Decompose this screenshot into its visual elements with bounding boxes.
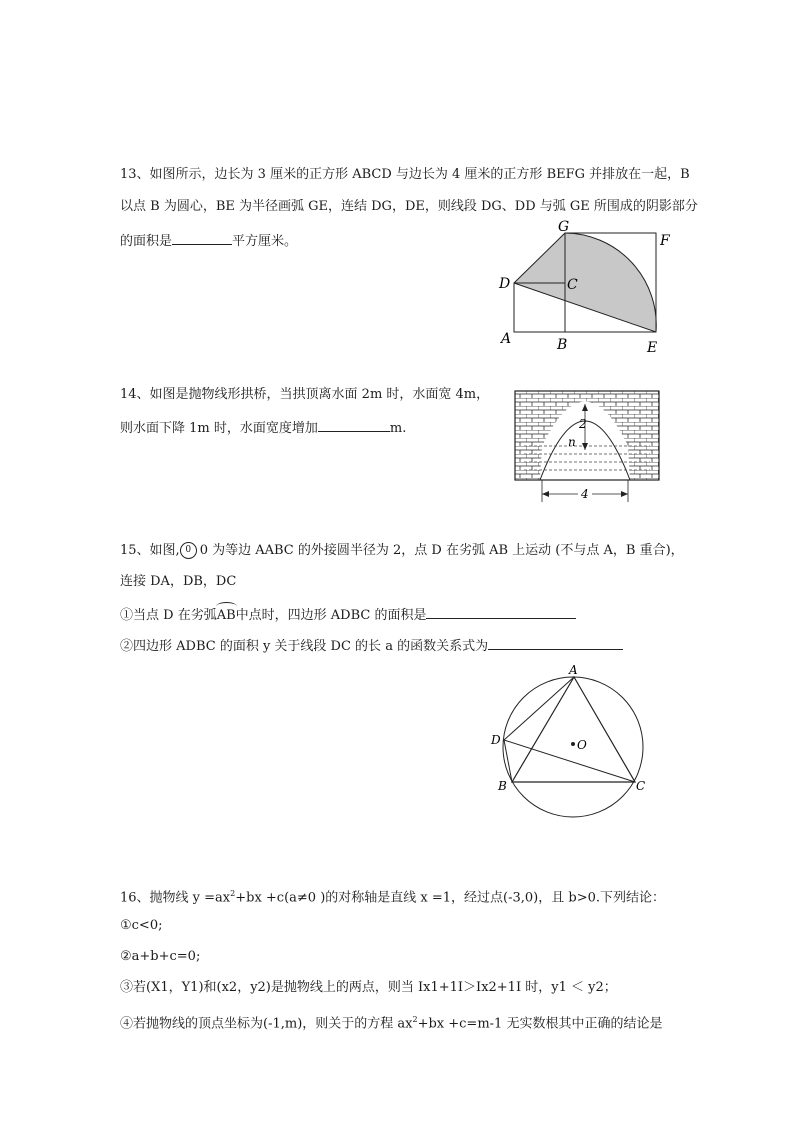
q15-segment-db [504,740,512,782]
circle-o-symbol: 0 [180,542,197,559]
q15-line4 [120,636,623,655]
q13-label-g: G [558,219,570,235]
q16-exponent: 2 [230,889,236,898]
q13-line1: 13、如图所示，边长为 3 厘米的正方形 ABCD 与边长为 4 厘米的正方形 BEFG 并排放在一起，B [120,167,690,182]
q13-answer-blank[interactable] [172,231,232,245]
q13-label-f: F [660,233,670,249]
q15-line4-text: ②四边形 ADBC 的面积 y 关于线段 DC 的长 a 的函数关系式为 [120,639,489,654]
q14-drop-label: n [568,435,576,449]
q14-width-arrow-left [542,491,549,497]
q15-line2: 连接 DA，DB，DC [120,574,237,589]
q14-line2-text: 则水面下降 1m 时，水面宽度增加 [120,421,318,436]
q15-answer-blank-2[interactable] [488,636,623,650]
q16-item3: ③若(X1，Y1)和(x2，y2)是抛物线上的两点，则当 Ix1+1I＞Ix2+1I 时，y1 ＜ y2； [120,980,617,995]
q14-arrow-up [582,404,588,411]
q16-line1-text: +bx +c(a≠0 )的对称轴是直线 x =1，经过点(-3,0)，且 b>0.下列结论： [235,890,665,906]
q16-line1 [120,886,665,906]
q15-label-d: D [491,733,501,747]
q15-line3 [120,605,576,624]
q13-label-b: B [557,337,568,353]
q15-label-b: B [498,779,507,793]
q15-circumcircle [503,677,646,817]
q15-figure [485,662,660,822]
q13-label-d: D [499,276,511,292]
q15-answer-blank-1[interactable] [426,605,576,619]
q15-segment-dc [504,740,635,782]
q13-label-c: C [567,277,578,293]
q14-width-label: 4 [581,487,589,501]
q16-item4-exponent: 2 [412,1015,418,1024]
q15-label-a: A [569,663,578,677]
q15-line3-text: 中点时，四边形 ADBC 的面积是 [235,608,427,623]
q15-line1-prefix: 15、如图, [120,543,180,558]
q16-line1-prefix: 16、抛物线 y =ax [120,890,231,906]
q14-line1: 14、如图是抛物线形拱桥，当拱顶离水面 2m 时，水面宽 4m， [120,387,490,402]
q15-label-o: O [577,738,587,752]
q14-arrow-down [582,443,588,450]
q14-width-arrow-right [621,491,628,497]
q15-line1-text: 0 为等边 AABC 的外接圆半径为 2，点 D 在劣弧 AB 上运动 (不与点 A，B 重合)， [199,543,684,558]
q16-item4 [120,1012,662,1032]
q15-center-point [571,742,575,746]
q15-line3-prefix: ①当点 D 在劣弧 [120,608,217,623]
q15-label-c: C [636,779,646,793]
q14-brick-wall [515,391,659,480]
q14-line2-unit: m. [389,421,407,436]
q13-line3-text: 的面积是 [120,234,173,249]
q13-label-e: E [647,340,658,356]
q15-line1 [120,542,684,559]
q13-line3-unit: 平方厘米。 [232,234,298,249]
q13-line3 [120,231,297,250]
q14-height-label: 2 [579,417,587,431]
q16-item4-text: +bx +c=m-1 无实数根其中正确的结论是 [417,1016,663,1032]
q13-figure [490,219,680,360]
arc-ab-symbol: AB [216,608,236,623]
q14-line2 [120,418,406,437]
q13-line2: 以点 B 为圆心，BE 为半径画弧 GE，连结 DG，DE，则线段 DG、DD 与弧 GE 所围成的阴影部分 [120,199,698,214]
q14-figure [514,390,662,506]
q14-answer-blank[interactable] [318,418,390,432]
q16-item2: ②a+b+c=0; [120,949,201,964]
q16-item1: ①c<0; [120,918,163,933]
q13-label-a: A [501,331,512,347]
q16-item4-prefix: ④若抛物线的顶点坐标为(-1,m)，则关于的方程 ax [120,1016,413,1032]
